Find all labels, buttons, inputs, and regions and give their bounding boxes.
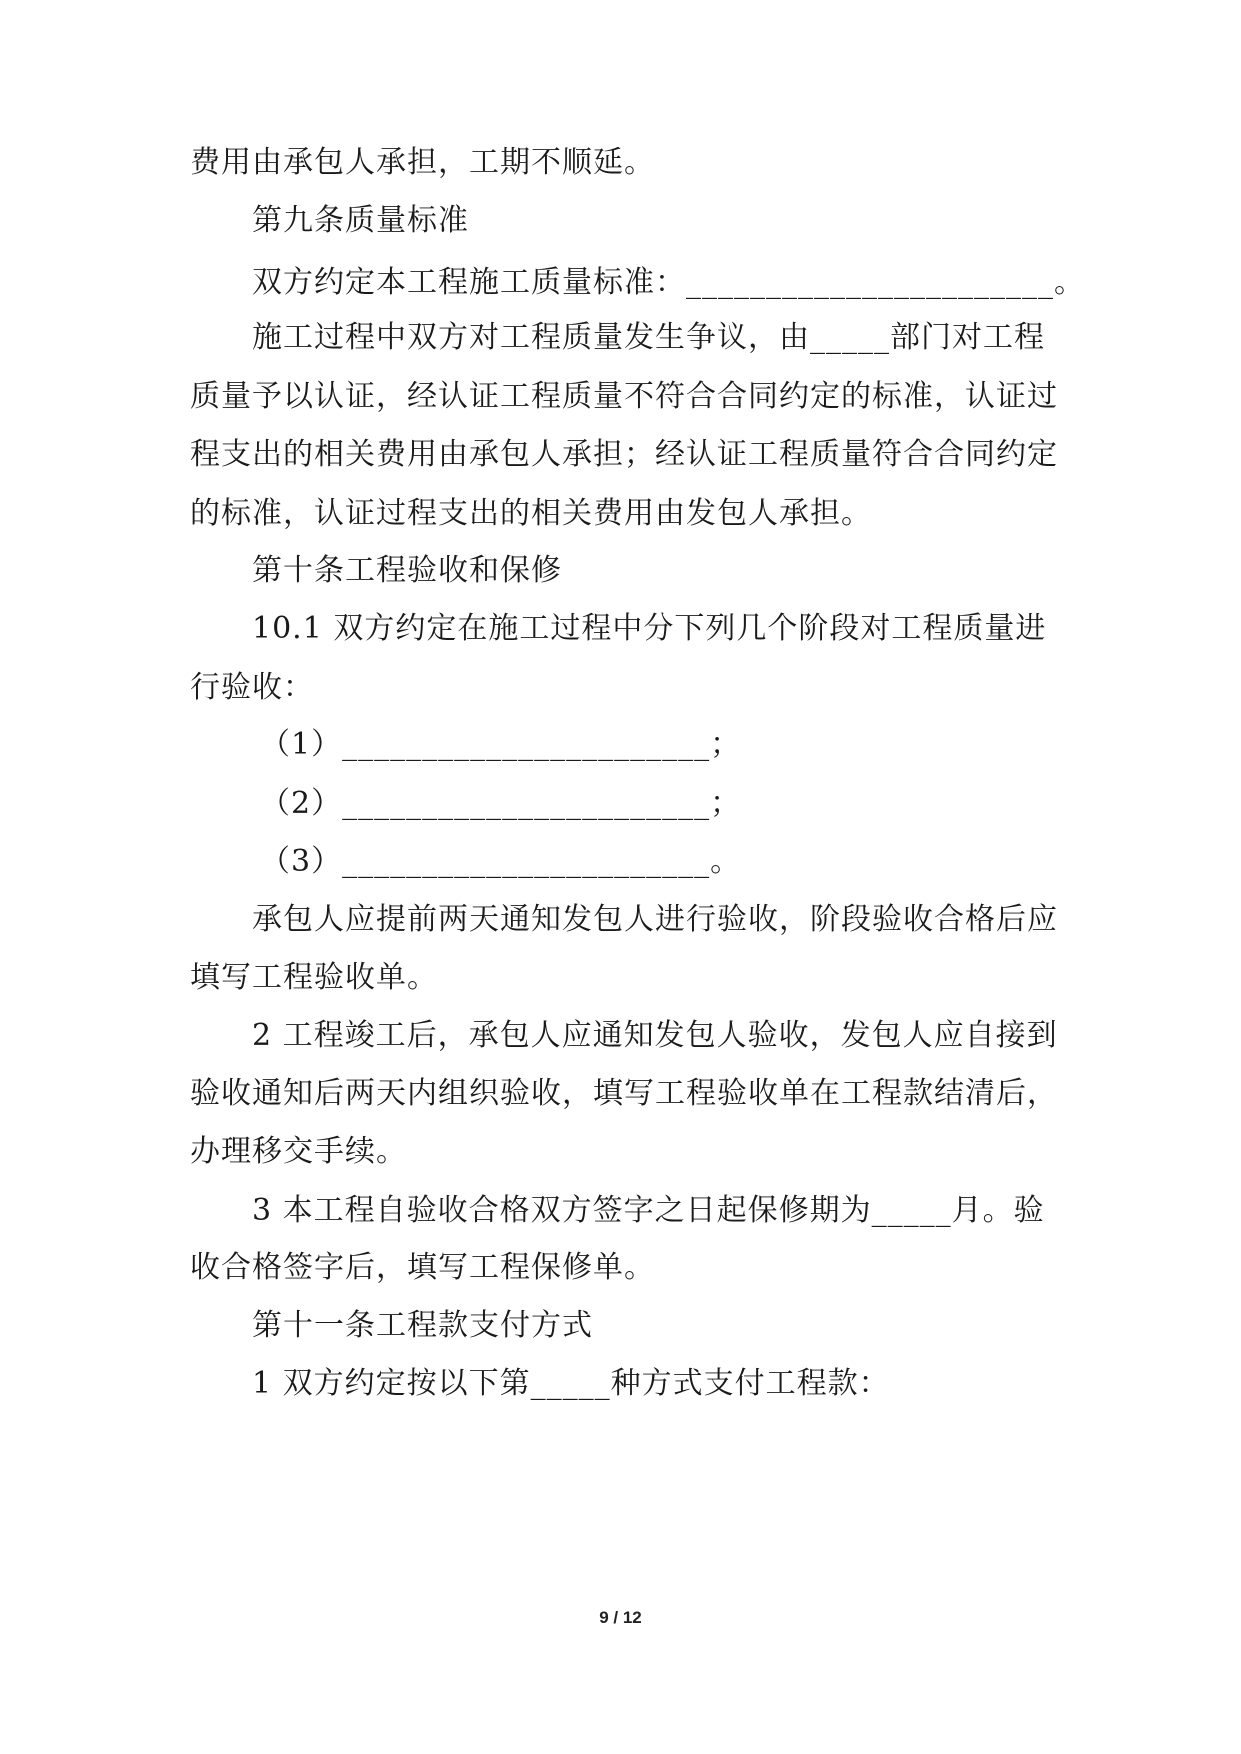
text-line: 行验收： xyxy=(190,670,314,705)
text-line: 施工过程中双方对工程质量发生争议，由_____部门对工程 xyxy=(252,320,1045,355)
section-heading-9: 第九条质量标准 xyxy=(252,203,469,238)
text-line: 验收通知后两天内组织验收，填写工程验收单在工程款结清后， xyxy=(190,1076,1058,1111)
page-number: 9 / 12 xyxy=(599,1608,642,1627)
text-line: 双方约定本工程施工质量标准：_______________________。 xyxy=(252,265,1085,300)
section-heading-10: 第十条工程验收和保修 xyxy=(252,553,562,588)
list-item: （1）_______________________； xyxy=(260,727,742,762)
text-line: 程支出的相关费用由承包人承担；经认证工程质量符合合同约定 xyxy=(190,437,1058,472)
text-line: 承包人应提前两天通知发包人进行验收，阶段验收合格后应 xyxy=(252,902,1058,937)
text-line: 质量予以认证，经认证工程质量不符合合同约定的标准，认证过 xyxy=(190,379,1058,414)
text-line: 费用由承包人承担，工期不顺延。 xyxy=(190,145,655,180)
text-line: 1 双方约定按以下第_____种方式支付工程款： xyxy=(252,1366,890,1401)
text-line: 收合格签字后，填写工程保修单。 xyxy=(190,1250,655,1285)
list-item: （3）_______________________。 xyxy=(260,844,742,879)
section-heading-11: 第十一条工程款支付方式 xyxy=(252,1308,593,1343)
text-line: 办理移交手续。 xyxy=(190,1134,407,1169)
text-line: 的标准，认证过程支出的相关费用由发包人承担。 xyxy=(190,496,872,531)
list-item: （2）_______________________； xyxy=(260,786,742,821)
text-line: 3 本工程自验收合格双方签字之日起保修期为_____月。验 xyxy=(252,1193,1045,1228)
text-line: 2 工程竣工后，承包人应通知发包人验收，发包人应自接到 xyxy=(252,1018,1058,1053)
text-line: 10.1 双方约定在施工过程中分下列几个阶段对工程质量进 xyxy=(252,611,1047,646)
text-line: 填写工程验收单。 xyxy=(190,960,438,995)
